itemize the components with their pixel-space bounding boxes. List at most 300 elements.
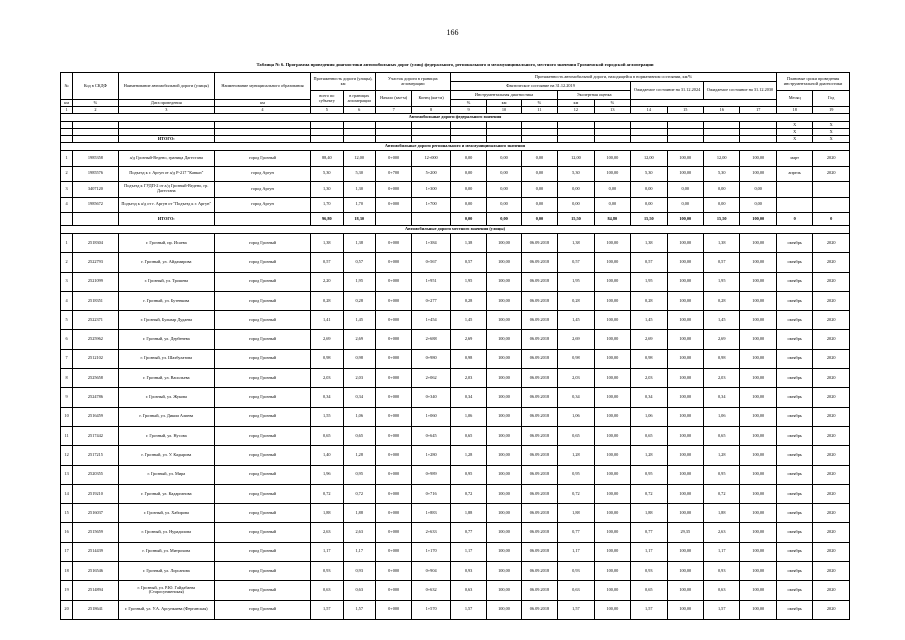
column-number: 11 (521, 107, 557, 114)
table-cell (73, 129, 119, 136)
table-row (61, 504, 850, 523)
table-cell: 100,00 (667, 311, 703, 330)
table-cell: 100,00 (740, 484, 777, 503)
header-actual: Фактическое состояние на 31.12.2019 (450, 82, 630, 91)
table-cell: 12,00 (631, 151, 667, 167)
table-cell: 100,00 (594, 369, 630, 388)
table-cell: 0+000 (375, 234, 411, 253)
table-row (61, 542, 850, 561)
table-cell: 2020 (813, 581, 850, 600)
table-cell: 11 (61, 426, 73, 445)
table-cell: 2020 (813, 523, 850, 542)
table-cell: 06.09.2018 (521, 253, 557, 272)
table-cell: 0,34 (343, 388, 375, 407)
table-cell: 1,28 (631, 446, 667, 465)
table-cell: 1,88 (450, 504, 486, 523)
table-cell: 2 (61, 166, 73, 182)
table-cell: 0,00 (487, 213, 521, 226)
table-cell: 6 (61, 330, 73, 349)
table-cell: 100,00 (667, 581, 703, 600)
table-cell: город Грозный (214, 465, 310, 484)
table-cell (118, 122, 214, 129)
table-cell: 13 (61, 465, 73, 484)
table-cell: 2+062 (412, 369, 450, 388)
table-cell: 2524786 (73, 388, 119, 407)
table-cell: 2,03 (631, 369, 667, 388)
table-cell (450, 129, 486, 136)
table-cell: город Аргун (214, 197, 310, 213)
table-cell: 2,03 (311, 369, 343, 388)
table-row (61, 253, 850, 272)
table-cell: 100,00 (740, 253, 777, 272)
table-cell: 1,06 (450, 407, 486, 426)
x-mark: Х (776, 136, 812, 143)
table-cell: 0,65 (704, 426, 740, 445)
table-cell: г. Грозный, ул. Васильева (118, 369, 214, 388)
table-cell: 100,00 (667, 600, 703, 619)
table-cell: 12 (61, 446, 73, 465)
header-road-name: Наименование автомобильной дороги (улицы) (118, 73, 214, 100)
table-cell: 18 (61, 562, 73, 581)
table-cell (73, 122, 119, 129)
table-cell: г. Грозный, ул. Шахбулатова (118, 349, 214, 368)
table-cell: 100,00 (667, 465, 703, 484)
x-mark: Х (813, 136, 850, 143)
table-cell: 1,57 (311, 600, 343, 619)
table-cell: 1+454 (412, 311, 450, 330)
table-cell: 1,17 (450, 542, 486, 561)
header-num: № (61, 73, 73, 100)
table-cell: 1,06 (343, 407, 375, 426)
table-cell: город Грозный (214, 253, 310, 272)
table-cell: 5,30 (704, 166, 740, 182)
table-cell: 0,00 (487, 151, 521, 167)
table-cell: 0+000 (375, 465, 411, 484)
table-cell: 1+280 (412, 446, 450, 465)
table-cell: 5,30 (558, 166, 594, 182)
table-cell: 1,70 (311, 197, 343, 213)
x-mark: Х (813, 129, 850, 136)
table-cell: 0,00 (631, 182, 667, 198)
table-cell (412, 129, 450, 136)
table-cell: 100,00 (594, 151, 630, 167)
table-cell: 0,00 (450, 166, 486, 182)
federal-row (61, 122, 850, 129)
table-cell (487, 129, 521, 136)
table-cell: 0,93 (311, 562, 343, 581)
table-row (61, 388, 850, 407)
table-cell: 100,00 (487, 234, 521, 253)
table-cell: 2,20 (311, 272, 343, 291)
table-cell: 1,88 (704, 504, 740, 523)
table-cell (740, 122, 777, 129)
table-cell: 1,17 (704, 542, 740, 561)
table-cell: 1,06 (704, 407, 740, 426)
table-cell: 0,95 (558, 465, 594, 484)
table-cell: 100,00 (487, 388, 521, 407)
header-pct: % (521, 100, 557, 107)
table-cell (521, 129, 557, 136)
table-cell: 100,00 (594, 600, 630, 619)
table-cell: 100,00 (487, 504, 521, 523)
table-cell: 17 (61, 542, 73, 561)
table-cell: 1,17 (311, 542, 343, 561)
table-cell (558, 129, 594, 136)
table-cell: 1,41 (311, 311, 343, 330)
table-cell: 12,00 (558, 151, 594, 167)
table-cell: 2514439 (73, 542, 119, 561)
table-cell: 1,17 (558, 542, 594, 561)
column-number: 7 (375, 107, 411, 114)
table-cell (558, 122, 594, 129)
table-cell: 1 (61, 151, 73, 167)
table-cell: 1,38 (631, 234, 667, 253)
table-cell: октябрь (776, 253, 812, 272)
table-cell: 0+000 (375, 311, 411, 330)
table-cell: 0+000 (375, 182, 411, 198)
table-cell: 0+700 (375, 166, 411, 182)
table-cell: 100,00 (594, 291, 630, 310)
table-cell: 0+716 (412, 484, 450, 503)
table-cell: 100,00 (594, 426, 630, 445)
table-cell: 0,98 (558, 349, 594, 368)
table-cell (813, 182, 850, 198)
table-cell: октябрь (776, 562, 812, 581)
table-cell (487, 122, 521, 129)
header-normative: Протяженность автомобильной дороги, находящейся в нормативном состоянии, км/% (450, 73, 776, 82)
table-cell: 100,00 (594, 166, 630, 182)
table-cell: 06.09.2018 (521, 562, 557, 581)
table-cell: город Грозный (214, 407, 310, 426)
table-cell: 2020 (813, 542, 850, 561)
table-cell (776, 182, 812, 198)
table-cell: 100,00 (667, 234, 703, 253)
table-cell: 1,17 (343, 542, 375, 561)
total-label: ИТОГО: (118, 136, 214, 143)
table-cell: 1,57 (343, 600, 375, 619)
federal-row (61, 129, 850, 136)
x-mark: Х (776, 129, 812, 136)
column-number: 13 (594, 107, 630, 114)
table-cell: 2020 (813, 291, 850, 310)
table-row (61, 197, 850, 213)
section-row-local (61, 226, 850, 234)
table-cell (667, 129, 703, 136)
table-cell: 1,40 (311, 446, 343, 465)
table-cell: г. Грозный, ул. У. Кадырова (118, 446, 214, 465)
table-cell: 0,34 (631, 388, 667, 407)
table-cell: Подъезд к ГУДП-2 от а/д Грозный-Ведено, гр. Дагестана (118, 182, 214, 198)
table-cell (594, 122, 630, 129)
table-title: Таблица № 6. Программа проведения диагностики автомобильных дорог (улиц) федерального, регионального и межмуниципального, местного значения Грозненской городской агломерации (256, 62, 654, 67)
table-cell: 0+989 (412, 465, 450, 484)
table-cell: 0,34 (558, 388, 594, 407)
table-cell: 1,45 (631, 311, 667, 330)
table-cell (214, 136, 310, 143)
table-cell (118, 129, 214, 136)
table-row (61, 407, 850, 426)
table-row (61, 349, 850, 368)
table-cell (375, 213, 411, 226)
table-cell: город Грозный (214, 311, 310, 330)
header-skdf: Код в СКДФ (73, 73, 119, 100)
table-cell: г. Грозный, ул. Хабирова (118, 504, 214, 523)
column-number: 17 (740, 107, 777, 114)
table-cell: 2,63 (343, 523, 375, 542)
table-cell: 2,69 (704, 330, 740, 349)
table-cell: 100,00 (594, 562, 630, 581)
table-row (61, 311, 850, 330)
table-cell: Подъезд к г. Аргун от а/д Р-217 "Кавказ" (118, 166, 214, 182)
table-cell: 1,57 (704, 600, 740, 619)
table-cell: октябрь (776, 446, 812, 465)
table-cell: 2522371 (73, 311, 119, 330)
table-cell: 0,00 (450, 182, 486, 198)
header-km: км (214, 100, 310, 107)
table-cell: 0,93 (704, 562, 740, 581)
table-cell: 0,00 (521, 182, 557, 198)
table-cell: 2,69 (343, 330, 375, 349)
table-cell: 100,00 (740, 330, 777, 349)
table-cell: 100,00 (594, 311, 630, 330)
table-cell: 5,30 (631, 166, 667, 182)
table-cell: город Грозный (214, 581, 310, 600)
table-cell: 2,69 (631, 330, 667, 349)
table-cell: 100,00 (487, 581, 521, 600)
table-cell: 0,00 (450, 151, 486, 167)
table-cell: город Грозный (214, 330, 310, 349)
table-cell: 100,00 (487, 484, 521, 503)
table-cell (631, 129, 667, 136)
table-cell: октябрь (776, 504, 812, 523)
section-title: Автомобильные дороги федерального значения (61, 114, 850, 122)
table-cell (631, 136, 667, 143)
table-cell: 0,98 (343, 349, 375, 368)
header-section-end: Конец (км+м) (412, 91, 450, 107)
total-label: ИТОГО: (118, 213, 214, 226)
table-cell: 0,72 (631, 484, 667, 503)
table-cell: 100,00 (594, 504, 630, 523)
table-cell: Подъезд к а/д от г. Аргун от "Подъезд к г. Аргун" (118, 197, 214, 213)
table-cell: 0,57 (311, 253, 343, 272)
header-length-agglo: в границах агломерации (343, 91, 375, 107)
header-section-start: Начало (км+м) (375, 91, 411, 107)
table-cell: г. Грозный, ул. Нусова (118, 426, 214, 445)
table-cell (704, 136, 740, 143)
table-cell: 06.09.2018 (521, 407, 557, 426)
table-cell: 2,63 (311, 523, 343, 542)
table-cell: 100,00 (740, 446, 777, 465)
table-cell: 0,93 (558, 562, 594, 581)
table-row (61, 523, 850, 542)
table-cell: 0,57 (558, 253, 594, 272)
table-cell (412, 136, 450, 143)
federal-row (61, 136, 850, 143)
table-cell: 100,00 (740, 291, 777, 310)
table-cell: 2,03 (343, 369, 375, 388)
table-cell: 100,00 (667, 504, 703, 523)
table-cell: 0,00 (667, 182, 703, 198)
table-cell: 100,00 (594, 349, 630, 368)
table-cell: город Грозный (214, 446, 310, 465)
table-cell: 0,28 (450, 291, 486, 310)
table-cell: 0,63 (311, 581, 343, 600)
table-row (61, 446, 850, 465)
table-cell: октябрь (776, 542, 812, 561)
table-cell: 100,00 (487, 349, 521, 368)
table-cell: 0,00 (740, 182, 777, 198)
table-cell: октябрь (776, 291, 812, 310)
table-cell: 2+688 (412, 330, 450, 349)
table-cell (704, 122, 740, 129)
table-cell: 0,00 (521, 151, 557, 167)
table-cell: 0+000 (375, 523, 411, 542)
table-cell: 0,93 (343, 562, 375, 581)
table-cell: 0,95 (450, 465, 486, 484)
table-cell: 15,50 (558, 213, 594, 226)
table-cell: 1+700 (412, 197, 450, 213)
table-cell: 2,69 (450, 330, 486, 349)
table-cell: 1,95 (343, 272, 375, 291)
table-row (61, 330, 850, 349)
table-cell: 84,80 (594, 213, 630, 226)
table-cell: 0+000 (375, 369, 411, 388)
table-cell: 100,00 (487, 311, 521, 330)
table-cell: 2020 (813, 311, 850, 330)
table-cell: 100,00 (667, 349, 703, 368)
table-cell: город Грозный (214, 484, 310, 503)
table-cell: 0+340 (412, 388, 450, 407)
table-cell: 100,00 (740, 166, 777, 182)
table-row (61, 465, 850, 484)
table-cell (311, 122, 343, 129)
table-cell: 3 (61, 272, 73, 291)
table-cell: 100,00 (487, 523, 521, 542)
table-cell: 0,93 (631, 562, 667, 581)
table-cell: октябрь (776, 407, 812, 426)
table-cell: 1,45 (450, 311, 486, 330)
table-cell: г. Грозный, ул. Лорсанова (118, 562, 214, 581)
table-cell: 2,03 (450, 369, 486, 388)
table-cell (412, 213, 450, 226)
table-cell: 1+951 (412, 272, 450, 291)
table-cell: 1,95 (450, 272, 486, 291)
header-planned: Плановые сроки проведения инструментальной диагностики (776, 73, 849, 91)
table-cell: 0+000 (375, 581, 411, 600)
table-cell: 100,00 (740, 426, 777, 445)
table-cell: 2516037 (73, 504, 119, 523)
table-cell: 0,77 (558, 523, 594, 542)
table-cell (776, 197, 812, 213)
table-cell: 100,00 (594, 523, 630, 542)
table-cell: 1,45 (704, 311, 740, 330)
table-cell: 5,30 (311, 166, 343, 182)
table-cell: 100,00 (667, 369, 703, 388)
table-cell: октябрь (776, 523, 812, 542)
table-cell: 100,00 (487, 542, 521, 561)
table-cell (343, 129, 375, 136)
table-cell: 1,06 (631, 407, 667, 426)
table-row (61, 166, 850, 182)
table-cell: 100,00 (667, 253, 703, 272)
table-cell: 0 (813, 213, 850, 226)
table-cell: 2020 (813, 330, 850, 349)
table-cell: 0,00 (740, 197, 777, 213)
table-cell: 06.09.2018 (521, 291, 557, 310)
table-cell: 2020 (813, 166, 850, 182)
table-cell: апрель (776, 166, 812, 182)
table-cell (631, 122, 667, 129)
page-number: 166 (446, 28, 459, 37)
table-cell: 0,34 (704, 388, 740, 407)
column-number: 16 (704, 107, 740, 114)
table-cell: 1+060 (412, 407, 450, 426)
table-cell: г. Грозный, ул. Айдамирова (118, 253, 214, 272)
table-cell: 2518641 (73, 600, 119, 619)
table-cell: 1,96 (311, 465, 343, 484)
table-cell: 2020 (813, 426, 850, 445)
table-cell: 1,57 (631, 600, 667, 619)
table-cell: 0+000 (375, 330, 411, 349)
table-cell: 100,00 (487, 369, 521, 388)
table-cell: 100,00 (594, 388, 630, 407)
table-cell: г. Грозный, ул. Мира (118, 465, 214, 484)
table-cell: 1,28 (704, 446, 740, 465)
table-cell (594, 129, 630, 136)
table-cell: 100,00 (667, 446, 703, 465)
table-cell: 0,98 (631, 349, 667, 368)
table-cell: 2517442 (73, 426, 119, 445)
header-length-total: всего по субъекту (311, 91, 343, 107)
table-cell: 100,00 (487, 600, 521, 619)
table-cell: 15,50 (704, 213, 740, 226)
regional-total-row (61, 213, 850, 226)
table-cell: 1,06 (558, 407, 594, 426)
table-cell: октябрь (776, 484, 812, 503)
table-cell (61, 129, 73, 136)
table-cell: город Аргун (214, 182, 310, 198)
table-cell (61, 122, 73, 129)
table-cell: 100,00 (667, 330, 703, 349)
table-cell: 100,00 (487, 253, 521, 272)
table-cell (214, 129, 310, 136)
table-cell: 2518304 (73, 234, 119, 253)
table-cell (740, 129, 777, 136)
table-cell: 0,72 (343, 484, 375, 503)
table-cell: 1,17 (631, 542, 667, 561)
section-row-federal (61, 114, 850, 122)
table-cell: 06.09.2018 (521, 234, 557, 253)
table-cell: 0,28 (704, 291, 740, 310)
table-cell: 5+200 (412, 166, 450, 182)
table-cell: 100,00 (740, 562, 777, 581)
table-cell (61, 213, 73, 226)
table-cell: 0,72 (311, 484, 343, 503)
table-cell: 2+633 (412, 523, 450, 542)
table-cell: 2020 (813, 465, 850, 484)
table-cell: 1+883 (412, 504, 450, 523)
table-cell (311, 136, 343, 143)
table-cell: 2020 (813, 407, 850, 426)
table-cell: 100,00 (667, 426, 703, 445)
diagnostics-table (60, 72, 850, 620)
table-cell: 0+000 (375, 504, 411, 523)
table-cell: 0,00 (558, 197, 594, 213)
table-cell: 2,03 (704, 369, 740, 388)
table-cell: 100,00 (667, 291, 703, 310)
table-cell: город Грозный (214, 523, 310, 542)
table-cell: 0,65 (558, 426, 594, 445)
